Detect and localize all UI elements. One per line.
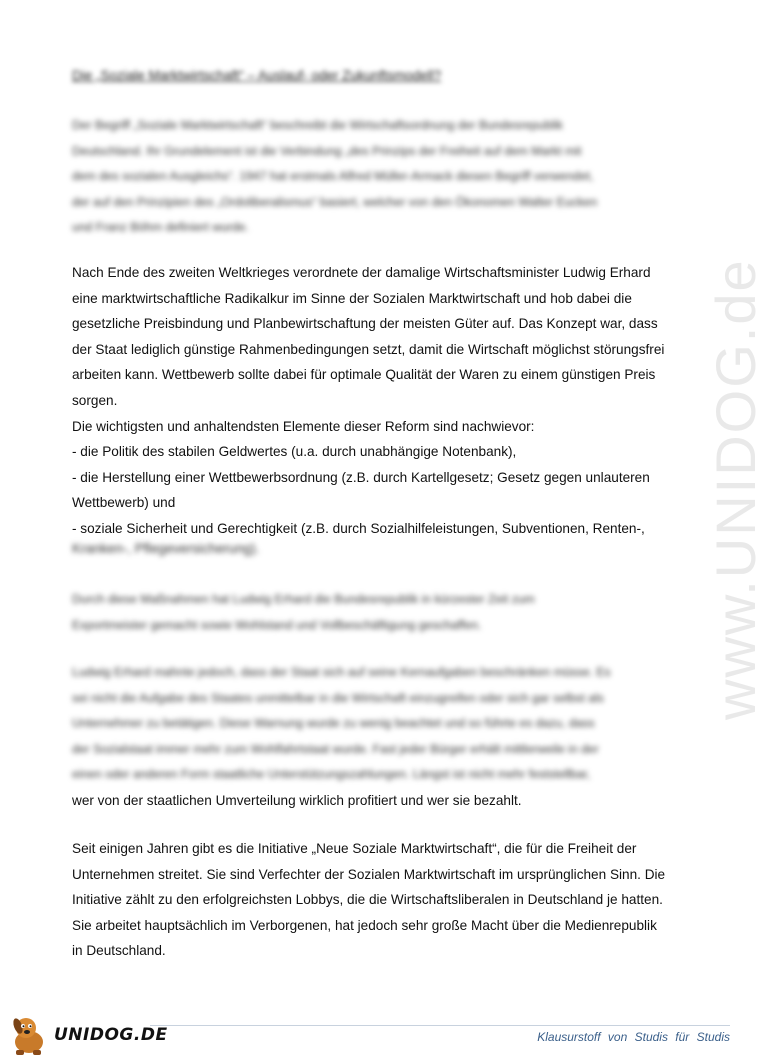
text-line: in Deutschland. [72, 943, 166, 959]
footer-logo[interactable] [6, 1012, 176, 1058]
text-line: der auf den Prinzipien des „Ordoliberalismus“ basiert, welcher von den Ökonomen Walter Eucken [72, 194, 598, 209]
paragraph-5 [72, 660, 682, 814]
text-line: und Franz Böhm definiert wurde. [72, 220, 249, 235]
paragraph-2 [72, 260, 682, 542]
logo-text: UNIDOG.DE [54, 1025, 168, 1045]
text-line: Kranken-, Pflegeversicherung). [72, 541, 260, 556]
text-line: der Sozialstaat immer mehr zum Wohlfahrtstaat wurde. Fast jeder Bürger erhält mittlerweile in der [72, 741, 599, 756]
footer-tagline: Klausurstoff von Studis für Studis [537, 1030, 730, 1044]
list-item: - die Herstellung einer Wettbewerbsordnung (z.B. durch Kartellgesetz; Gesetz gegen unlauteren [72, 469, 650, 485]
paragraph-4-blurred [72, 587, 682, 638]
text-line: gesetzliche Preisbindung und Planbewirtschaftung der meisten Güter auf. Das Konzept war, dass [72, 316, 658, 332]
text-line: sei nicht die Aufgabe des Staates unmittelbar in die Wirtschaft einzugreifen oder sich gar selbst als [72, 690, 604, 705]
text-line: Nach Ende des zweiten Weltkrieges verordnete der damalige Wirtschaftsminister Ludwig Erhard [72, 265, 651, 280]
text-line: Die wichtigsten und anhaltendsten Elemente dieser Reform sind nachwievor: [72, 418, 535, 434]
text-line: Unternehmer zu betätigen. Diese Warnung wurde zu wenig beachtet und so führte es dazu, dass [72, 716, 595, 731]
footer-divider [150, 1025, 730, 1026]
text-line: Ludwig Erhard mahnte jedoch, dass der Staat sich auf seine Kernaufgaben beschränken müsse. Es [72, 665, 611, 679]
text-line: dem des sozialen Ausgleichs“. 1947 hat erstmals Alfred Müller-Armack diesen Begriff verwendet, [72, 169, 594, 184]
text-line: sorgen. [72, 392, 118, 408]
text-line: Initiative zählt zu den erfolgreichsten Lobbys, die die Wirtschaftsliberalen in Deutschland je hatten. [72, 892, 663, 908]
text-line: Unternehmen streitet. Sie sind Verfechter der Sozialen Marktwirtschaft im ursprünglichen Sinn. Die [72, 866, 666, 882]
text-line: der Staat lediglich günstige Rahmenbedingungen setzt, damit die Wirtschaft möglichst störungsfrei [72, 341, 665, 357]
text-line: einen oder anderen Form staatliche Unterstützungszahlungen. Längst ist nicht mehr feststellbar, [72, 767, 591, 782]
text-line: Exportmeister gemacht sowie Wohlstand und Vollbeschäftigung geschaffen. [72, 617, 482, 632]
list-item: - die Politik des stabilen Geldwertes (u.a. durch unabhängige Notenbank), [72, 444, 517, 460]
paragraph-1-blurred [72, 113, 682, 241]
text-line: eine marktwirtschaftliche Radikalkur im Sinne der Sozialen Marktwirtschaft und hob dabei die [72, 290, 632, 306]
dog-logo-icon [6, 1012, 52, 1058]
text-line: Deutschland. Ihr Grundelement ist die Verbindung „des Prinzips der Freiheit auf dem Markt mit [72, 143, 582, 158]
text-line: Durch diese Maßnahmen hat Ludwig Erhard die Bundesrepublik in kürzester Zeit zum [72, 592, 535, 606]
list-item: - soziale Sicherheit und Gerechtigkeit (z.B. durch Sozialhilfeleistungen, Subventionen, Renten-, [72, 520, 645, 536]
text-line: Wettbewerb) und [72, 495, 176, 511]
watermark: www.UNIDOG.de [704, 258, 767, 720]
paragraph-3-blurred [72, 536, 682, 562]
text-line: wer von der staatlichen Umverteilung wirklich profitiert und wer sie bezahlt. [72, 792, 522, 808]
text-line: arbeiten kann. Wettbewerb sollte dabei für optimale Qualität der Waren zu einem günstigen Preis [72, 367, 656, 383]
document-title: Die „Soziale Marktwirtschaft“ – Auslauf- oder Zukunftsmodell? [72, 68, 442, 83]
text-line: Der Begriff „Soziale Marktwirtschaft“ beschreibt die Wirtschaftsordnung der Bundesrepublik [72, 118, 563, 132]
paragraph-6 [72, 836, 682, 964]
text-line: Sie arbeitet hauptsächlich im Verborgenen, hat jedoch sehr große Macht über die Medienrepublik [72, 917, 657, 933]
text-line: Seit einigen Jahren gibt es die Initiative „Neue Soziale Marktwirtschaft“, die für die Freiheit der [72, 841, 637, 856]
